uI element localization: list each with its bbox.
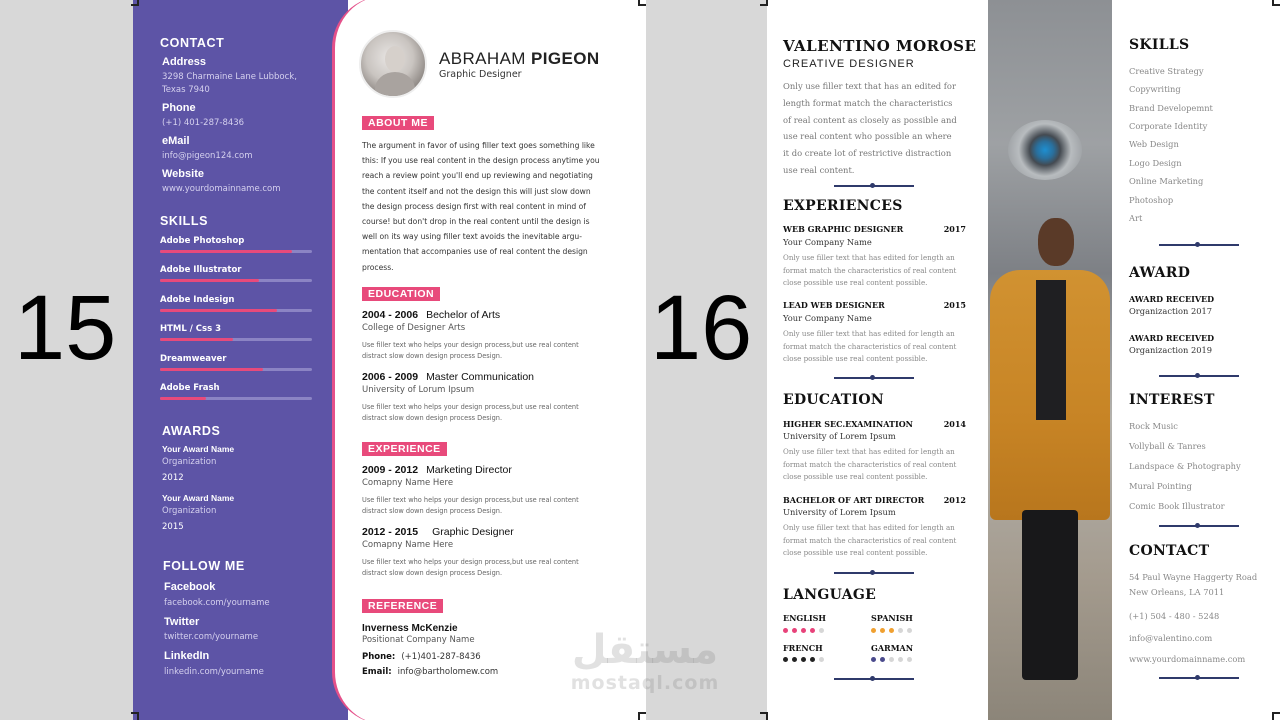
desc-line: Use filler text who helps your design process,but use real content xyxy=(362,496,579,504)
divider xyxy=(834,375,914,381)
interest-item: Rock Music xyxy=(1129,421,1178,431)
contact-address-line1: 54 Paul Wayne Haggerty Road xyxy=(1129,572,1258,582)
skill-item: Online Marketing xyxy=(1129,176,1204,186)
level-dot-filled xyxy=(889,628,894,633)
about-heading: ABOUT ME xyxy=(362,116,434,130)
crop-mark xyxy=(1272,712,1280,720)
award-year: 2015 xyxy=(162,522,184,532)
skill-name: Adobe Frash xyxy=(160,383,220,393)
avatar-body xyxy=(375,72,415,98)
intro-text xyxy=(783,78,969,179)
skill-row xyxy=(160,324,312,341)
reference-email xyxy=(362,667,498,677)
divider xyxy=(1159,373,1239,379)
contact-heading: CONTACT xyxy=(1129,543,1210,559)
intro-line: Only use filler text that has an edited for xyxy=(783,81,956,91)
email-value: info@bartholomew.com xyxy=(397,667,499,677)
skill-name: HTML / Css 3 xyxy=(160,324,222,335)
intro-line: use real content. xyxy=(783,164,855,175)
crop-mark xyxy=(131,0,139,6)
education-heading: EDUCATION xyxy=(362,287,440,301)
level-dot-filled xyxy=(792,657,797,662)
watermark-arabic: مستقل xyxy=(571,627,719,673)
skill-item: Art xyxy=(1129,213,1143,223)
entry-description xyxy=(362,557,627,579)
desc-line: format match the characteristics of real content xyxy=(783,535,957,545)
about-line: reach a review point you'll end up reviewing and negotiating xyxy=(362,171,593,181)
language-name: GARMAN xyxy=(871,643,914,653)
contact-email: info@valentino.com xyxy=(1129,633,1213,643)
desc-line: Only use filler text that has edited for length an xyxy=(783,447,955,456)
skill-bar-track xyxy=(160,397,312,400)
entry-years: 2012 - 2015 xyxy=(362,526,419,538)
interest-item: Vollyball & Tanres xyxy=(1129,441,1206,451)
level-dot-filled xyxy=(880,628,885,633)
skill-item: Copywriting xyxy=(1129,84,1181,94)
website-value: www.yourdomainname.com xyxy=(162,184,281,194)
entry-company: Comapny Name Here xyxy=(362,540,454,550)
person-title: Graphic Designer xyxy=(439,69,522,80)
language-level-dots xyxy=(871,628,916,634)
entry-degree: Master Communication xyxy=(426,371,535,383)
intro-line: use real content who possible an where xyxy=(783,131,952,142)
desc-line: distract slow down design process Design. xyxy=(362,352,503,360)
person-name xyxy=(439,49,600,69)
reference-position: Positionat Company Name xyxy=(362,635,475,645)
award-title: AWARD RECEIVED xyxy=(1129,294,1215,304)
award-name: Your Award Name xyxy=(162,493,235,503)
skill-bar-fill xyxy=(160,250,292,253)
level-dot-empty xyxy=(898,657,903,662)
education-entry-title xyxy=(362,371,534,383)
avatar xyxy=(359,30,427,98)
level-dot-filled xyxy=(783,628,788,633)
edu-year: 2014 xyxy=(943,419,966,429)
job-year: 2015 xyxy=(943,300,966,310)
skill-item: Logo Design xyxy=(1129,158,1182,168)
edu-title: HIGHER SEC.EXAMINATION xyxy=(783,419,913,429)
desc-line: distract slow down design process Design. xyxy=(362,569,503,577)
skill-row xyxy=(160,236,312,253)
person-name: VALENTINO MOROSE xyxy=(783,37,977,55)
skill-name: Adobe Indesign xyxy=(160,294,235,305)
last-name: PIGEON xyxy=(531,49,600,68)
entry-role: Graphic Designer xyxy=(432,526,514,538)
interest-heading: INTEREST xyxy=(1129,392,1215,408)
portrait-photo xyxy=(988,0,1112,720)
social-facebook-url: facebook.com/yourname xyxy=(164,598,270,608)
skill-row xyxy=(160,383,312,400)
skill-item: Brand Developemnt xyxy=(1129,103,1213,113)
social-linkedin-url: linkedin.com/yourname xyxy=(164,667,264,677)
skill-bar-fill xyxy=(160,397,206,400)
email-label: Email: xyxy=(362,667,392,677)
phone-value: (+1) 401-287-8436 xyxy=(162,118,245,128)
entry-years: 2006 - 2009 xyxy=(362,371,419,383)
email-label: eMail xyxy=(162,135,190,147)
desc-line: close possible use real content possible. xyxy=(783,548,928,558)
first-name: ABRAHAM xyxy=(439,49,526,68)
level-dot-empty xyxy=(907,628,912,633)
level-dot-filled xyxy=(871,628,876,633)
about-line: the content itself and not the design this will just slow down xyxy=(362,186,591,196)
job-description xyxy=(783,328,968,366)
about-text xyxy=(362,138,622,275)
desc-line: format match the characteristics of real content xyxy=(783,459,957,469)
skill-item: Web Design xyxy=(1129,139,1179,149)
resume16-right-column xyxy=(1129,0,1269,720)
level-dot-filled xyxy=(801,657,806,662)
edu-title-row xyxy=(783,419,966,429)
skill-bar-track xyxy=(160,368,312,371)
interest-item: Comic Book Illustrator xyxy=(1129,501,1225,511)
desc-line: distract slow down design process Design. xyxy=(362,414,503,422)
social-twitter-label: Twitter xyxy=(164,616,200,628)
job-company: Your Company Name xyxy=(783,313,872,323)
job-description xyxy=(783,252,968,290)
entry-description xyxy=(362,495,627,517)
watermark-latin: mostaql.com xyxy=(570,672,720,694)
contact-website: www.yourdomainname.com xyxy=(1129,654,1246,664)
skills-heading: SKILLS xyxy=(1129,37,1190,53)
entry-years: 2004 - 2006 xyxy=(362,309,419,321)
job-title-row xyxy=(783,224,966,234)
avatar-face xyxy=(385,46,405,72)
level-dot-empty xyxy=(819,657,824,662)
about-line: this: If you use real content in the design process anytime you xyxy=(362,156,600,166)
skill-bar-fill xyxy=(160,338,233,341)
skill-bar-track xyxy=(160,279,312,282)
level-dot-filled xyxy=(783,657,788,662)
experience-entry-title xyxy=(362,526,514,538)
entry-years: 2009 - 2012 xyxy=(362,464,419,476)
language-level-dots xyxy=(783,628,828,634)
desc-line: Use filler text who helps your design process,but use real content xyxy=(362,403,579,411)
skill-bar-track xyxy=(160,309,312,312)
crop-mark xyxy=(131,712,139,720)
language-name: FRENCH xyxy=(783,643,823,653)
experiences-heading: EXPERIENCES xyxy=(783,198,903,214)
skill-bar-track xyxy=(160,338,312,341)
level-dot-filled xyxy=(801,628,806,633)
intro-line: it do create lot of restrictive distraction xyxy=(783,148,952,159)
resume15-main xyxy=(353,0,643,720)
skill-row xyxy=(160,295,312,312)
entry-company: Comapny Name Here xyxy=(362,478,454,488)
skill-row xyxy=(160,265,312,282)
entry-school: University of Lorum Ipsum xyxy=(362,385,475,395)
skill-item: Photoshop xyxy=(1129,195,1174,205)
follow-heading: FOLLOW ME xyxy=(163,559,245,573)
award-org: Organization xyxy=(162,506,217,516)
skill-bar-fill xyxy=(160,309,277,312)
about-line: well on its way using filler text avoids the inevitable argu- xyxy=(362,232,582,242)
skill-item: Corporate Identity xyxy=(1129,121,1208,131)
edu-title: BACHELOR OF ART DIRECTOR xyxy=(783,495,925,505)
desc-line: distract slow down design process Design. xyxy=(362,507,503,515)
award-heading: AWARD xyxy=(1129,265,1191,281)
level-dot-filled xyxy=(810,657,815,662)
divider xyxy=(1159,523,1239,529)
mural-eye xyxy=(1008,120,1082,180)
award-year: 2012 xyxy=(162,473,184,483)
level-dot-empty xyxy=(819,628,824,633)
language-level-dots xyxy=(783,657,828,663)
photo-head xyxy=(1038,218,1074,266)
level-dot-filled xyxy=(810,628,815,633)
divider xyxy=(834,570,914,576)
edu-school: University of Lorem Ipsum xyxy=(783,507,896,517)
divider xyxy=(834,183,914,189)
email-value: info@pigeon124.com xyxy=(162,151,253,161)
about-line: mentation that accompanies use of real content the design xyxy=(362,247,588,257)
language-level-dots xyxy=(871,657,916,663)
desc-line: Only use filler text that has edited for length an xyxy=(783,523,955,532)
watermark-logo xyxy=(560,628,730,694)
award-org: Organization xyxy=(162,457,217,467)
resume-15 xyxy=(133,0,646,720)
contact-heading: CONTACT xyxy=(160,36,225,50)
desc-line: close possible use real content possible. xyxy=(783,354,928,364)
resume15-sidebar xyxy=(133,0,348,720)
skill-bar-fill xyxy=(160,368,263,371)
desc-line: Only use filler text that has edited for length an xyxy=(783,329,955,338)
job-year: 2017 xyxy=(943,224,966,234)
entry-role: Marketing Director xyxy=(426,464,512,476)
skill-name: Adobe Illustrator xyxy=(160,265,242,276)
edu-title-row xyxy=(783,495,966,505)
award-title: AWARD RECEIVED xyxy=(1129,333,1215,343)
interest-item: Mural Pointing xyxy=(1129,481,1192,491)
crop-mark xyxy=(760,712,768,720)
social-twitter-url: twitter.com/yourname xyxy=(164,632,259,642)
crop-mark xyxy=(1272,0,1280,6)
experience-heading: EXPERIENCE xyxy=(362,442,447,456)
award-name: Your Award Name xyxy=(162,444,235,454)
phone-label: Phone xyxy=(162,102,196,114)
person-role: CREATIVE DESIGNER xyxy=(783,58,915,70)
contact-address-line2: New Orleans, LA 7011 xyxy=(1129,587,1225,597)
entry-description xyxy=(362,340,627,362)
level-dot-empty xyxy=(898,628,903,633)
job-title: LEAD WEB DESIGNER xyxy=(783,300,885,310)
experience-entry-title xyxy=(362,464,512,476)
skills-heading: SKILLS xyxy=(160,214,209,228)
desc-line: format match the characteristics of real content xyxy=(783,341,957,351)
reference-name: Inverness McKenzie xyxy=(362,623,458,634)
job-company: Your Company Name xyxy=(783,237,872,247)
divider xyxy=(1159,242,1239,248)
language-heading: LANGUAGE xyxy=(783,587,877,603)
resume-16 xyxy=(767,0,1280,720)
skill-row xyxy=(160,354,312,371)
level-dot-empty xyxy=(907,657,912,662)
crop-mark xyxy=(638,0,646,6)
level-dot-filled xyxy=(871,657,876,662)
contact-phone: (+1) 504 - 480 - 5248 xyxy=(1129,611,1220,621)
desc-line: close possible use real content possible. xyxy=(783,472,928,482)
skill-bar-track xyxy=(160,250,312,253)
template-number-15: 15 xyxy=(14,277,117,379)
skill-item: Creative Strategy xyxy=(1129,66,1204,76)
level-dot-filled xyxy=(792,628,797,633)
level-dot-empty xyxy=(889,657,894,662)
social-facebook-label: Facebook xyxy=(164,581,216,593)
about-line: The argument in favor of using filler text goes something like xyxy=(362,141,595,150)
desc-line: close possible use real content possible. xyxy=(783,278,928,288)
website-label: Website xyxy=(162,168,204,180)
edu-description xyxy=(783,522,968,560)
address-line2: Texas 7940 xyxy=(162,85,210,95)
about-line: course! but don't drop in the real content until the design is xyxy=(362,217,590,227)
address-line1: 3298 Charmaine Lane Lubbock, xyxy=(162,72,297,82)
reference-phone xyxy=(362,652,481,662)
skill-bar-fill xyxy=(160,279,259,282)
desc-line: format match the characteristics of real content xyxy=(783,265,957,275)
award-org: Organizaction 2019 xyxy=(1129,345,1213,355)
photo-shirt xyxy=(1036,280,1066,420)
skill-name: Adobe Photoshop xyxy=(160,236,245,246)
edu-year: 2012 xyxy=(943,495,966,505)
language-name: ENGLISH xyxy=(783,613,826,623)
edu-description xyxy=(783,446,968,484)
education-heading: EDUCATION xyxy=(783,392,884,408)
desc-line: Use filler text who helps your design process,but use real content xyxy=(362,558,579,566)
divider xyxy=(834,676,914,682)
desc-line: Only use filler text that has edited for length an xyxy=(783,253,955,262)
phone-value: (+1)401-287-8436 xyxy=(401,652,481,662)
template-number-16: 16 xyxy=(650,277,753,379)
level-dot-filled xyxy=(880,657,885,662)
divider xyxy=(1159,675,1239,681)
intro-line: of real content as closely as possible and xyxy=(783,114,957,125)
about-line: the design process design first with real content in mind of xyxy=(362,201,586,211)
crop-mark xyxy=(760,0,768,6)
reference-heading: REFERENCE xyxy=(362,599,443,613)
education-entry-title xyxy=(362,309,500,321)
photo-legs xyxy=(1022,510,1078,680)
about-line: process. xyxy=(362,262,394,272)
edu-school: University of Lorem Ipsum xyxy=(783,431,896,441)
entry-school: College of Designer Arts xyxy=(362,323,466,333)
intro-line: length format match the characteristics xyxy=(783,97,953,108)
awards-heading: AWARDS xyxy=(162,424,221,438)
phone-label: Phone: xyxy=(362,652,396,662)
entry-description xyxy=(362,402,627,424)
desc-line: Use filler text who helps your design process,but use real content xyxy=(362,341,579,349)
social-linkedin-label: LinkedIn xyxy=(164,650,210,662)
language-name: SPANISH xyxy=(871,613,913,623)
award-org: Organizaction 2017 xyxy=(1129,306,1213,316)
job-title: WEB GRAPHIC DESIGNER xyxy=(783,224,904,234)
interest-item: Landspace & Photography xyxy=(1129,461,1241,471)
entry-degree: Bechelor of Arts xyxy=(426,309,501,321)
job-title-row xyxy=(783,300,966,310)
crop-mark xyxy=(638,712,646,720)
address-label: Address xyxy=(162,56,207,68)
skill-name: Dreamweaver xyxy=(160,353,227,364)
